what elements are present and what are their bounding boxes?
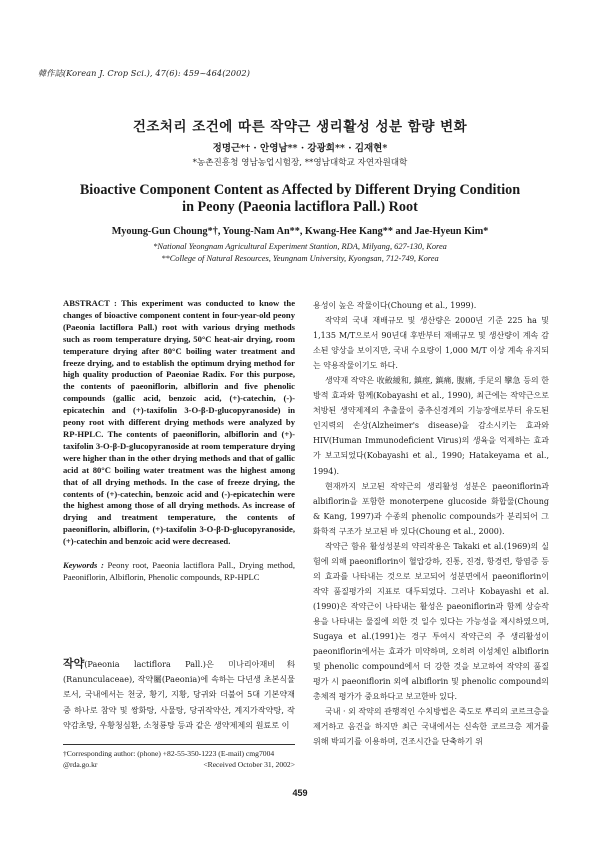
right-column [313, 298, 549, 749]
body-paragraph: 용성이 높은 작물이다(Choung et al., 1999). [313, 301, 477, 310]
footnote-line2 [63, 759, 295, 770]
body-paragraph: 현재까지 보고된 작약근의 생리활성 성분은 paeoniflorin과 albiflorin을 포함한 monoterpene glucoside 화합물(Choung & Kang, 1997)과 수종의 phenolic compounds가 분리되어 그 화학적 구조가 보고된 바 있다(Choung et al., 2000). [313, 481, 549, 536]
footnote [63, 748, 295, 770]
english-title-line1: Bioactive Component Content as Affected by Different Drying Condition [79, 182, 521, 198]
english-authors: Myoung-Gun Choung*†, Young-Nam An**, Kwang-Hee Kang** and Jae-Hyeun Kim* [111, 226, 489, 237]
page-number: 459 [292, 788, 308, 798]
abstract [63, 298, 295, 548]
abstract-text: This experiment was conducted to know the changes of bioactive component content in four-year-old peony (Paeonia lactiflora Pall.) root with various drying methods such as room temperature drying, 50°C heat-air drying, room temperature drying after 80°C boiling water treatment and freeze drying, and to establish the optimum drying method for high quality production of Paeoniae Radix. For this purpose, the contents of paeoniflorin, albiflorin and five phenolic compounds (gallic acid, benzoic acid, (+)-catechin, (-)-epicatechin and (+)-taxifolin 3-O-β-D-glucopyranoside) in peony root with different drying methods were analyzed by RP-HPLC. The contents of paeoniflorin, albiflorin and (+)-taxifolin 3-O-β-D-glucopyranoside at room temperature drying were higher than in the other drying methods and that of gallic acid at 80°C boiling water treatment was the highest among that of all drying methods. In the case of freeze drying, the contents of (+)-catechin, benzoic acid and (-)-epicatechin were the highest among those of all drying methods. As increase of drying and treatment temperature, the contents of paeoniflorin, albiflorin, (+)-taxifolin 3-O-β-D-glucopyranoside, (+)-catechin and benzoic acid were decreased. [63, 298, 296, 547]
english-affiliation-2: **College of Natural Resources, Yeungnam University, Kyongsan, 712-749, Korea [161, 254, 439, 263]
received-date: <Received October 31, 2002> [203, 760, 295, 769]
corresponding-author: †Corresponding author: (phone) +82-55-350-1223 (E-mail) cmg7004 [63, 749, 275, 758]
body-paragraph: 생약재 작약은 收斂緩和, 鎮痙, 鎮痛, 腹痛, 手足의 攣急 등의 한방적 효과와 함께(Kobayashi et al., 1990), 최근에는 작약근으로 처방된 생약제제의 추출물이 중추신경계의 기능장애로부터 유도된 인지력의 손상(Alzheimer's disease)을 감소시키는 효과와 HIV(Human Immunodeficient Virus)의 생육을 억제하는 효과가 보고되었다(Kobayashi et al., 1990; Hatakeyama et al., 1994). [313, 376, 549, 476]
introduction-start [63, 656, 295, 733]
introduction-lead-word: 작약 [63, 657, 85, 670]
english-affiliation-1: *National Yeongnam Agricultural Experiment Stantion, RDA, Milyang, 627-130, Korea [153, 242, 447, 251]
keywords [63, 560, 295, 584]
body-paragraph: 작약근 함유 활성성분의 약리작용은 Takaki et al.(1969)의 실험에 의해 paeoniflorin이 혈압강하, 진통, 진경, 항경련, 항염증 등의 효과를 나타내는 것으로 보고되어 성분면에서 paeoniflorin이 작약 품질평가의 지표로 대두되었다. 그러나 Kobayashi et al.(1990)은 작약근이 나타내는 활성은 paeoniflorin과 함께 상승작용을 나타내는 물질에 의한 것 일수 있다는 가능성을 제시하였으며, Sugaya et al.(1991)는 경구 투여시 작약근의 주 생리활성이 paeoniflorin에서는 효과가 미약하며, 오히려 이성체인 albiflorin 및 phenolic compound에서 더 강한 것을 보고하여 작약의 품질 평가 시 paeoniflorin 외에 albiflorin 및 phenolic compound의 총체적 평가가 중요하다고 보고한바 있다. [313, 541, 549, 702]
footnote-divider [63, 744, 295, 745]
korean-affiliation: *농촌진흥청 영남농업시험장, **영남대학교 자연자원대학 [192, 158, 408, 168]
abstract-label: ABSTRACT : [63, 298, 117, 308]
korean-authors: 정명근*† · 안영남** · 강광희** · 김재현* [212, 143, 388, 154]
left-column [63, 298, 295, 584]
body-paragraph: 국내 · 외 작약의 관행적인 수치방법은 죽도로 뿌리의 코르크층을 제거하고 음건을 하지만 최근 국내에서는 신속한 코르크층 제거를 위해 박피기를 이용하며, 건조시간을 단축하기 위 [313, 707, 549, 747]
email-continuation: @rda.go.kr [63, 760, 98, 769]
korean-title: 건조처리 조건에 따른 작약근 생리활성 성분 함량 변화 [132, 119, 468, 135]
body-paragraph: 작약의 국내 재배규모 및 생산량은 2000년 기준 225 ha 및 1,135 M/T으로서 90년대 후반부터 재배규모 및 생산량이 계속 감소된 양상을 보이지만, 국내 수요량이 1,000 M/T 이상 계속 유지되는 약용작물이기도 하다. [313, 316, 549, 371]
journal-citation: 韓作誌(Korean J. Crop Sci.), 47(6): 459~464(2002) [38, 68, 251, 78]
keywords-text: Peony root, Paeonia lactiflora Pall., Drying method, Paeoniflorin, Albiflorin, Phenolic compounds, RP-HPLC [63, 560, 295, 582]
english-title [0, 182, 600, 216]
english-title-line2: in Peony (Paeonia lactiflora Pall.) Root [182, 199, 418, 215]
introduction-text: (Paeonia lactiflora Pall.)은 미나리아재비科(Ranunculaceae), 작약屬(Paeonia)에 속하는 다년생 초본식물로서, 국내에서는 천궁, 황기, 지황, 당귀와 더불어 5대 기본약재 중 하나로 참약 및 쌍화탕, 사물탕, 당귀작약산, 계지가작약탕, 작약감초탕, 우황청심환, 소청룡탕 등과 같은 생약제제의 원료로 이 [63, 659, 295, 730]
keywords-label: Keywords : [63, 560, 104, 571]
